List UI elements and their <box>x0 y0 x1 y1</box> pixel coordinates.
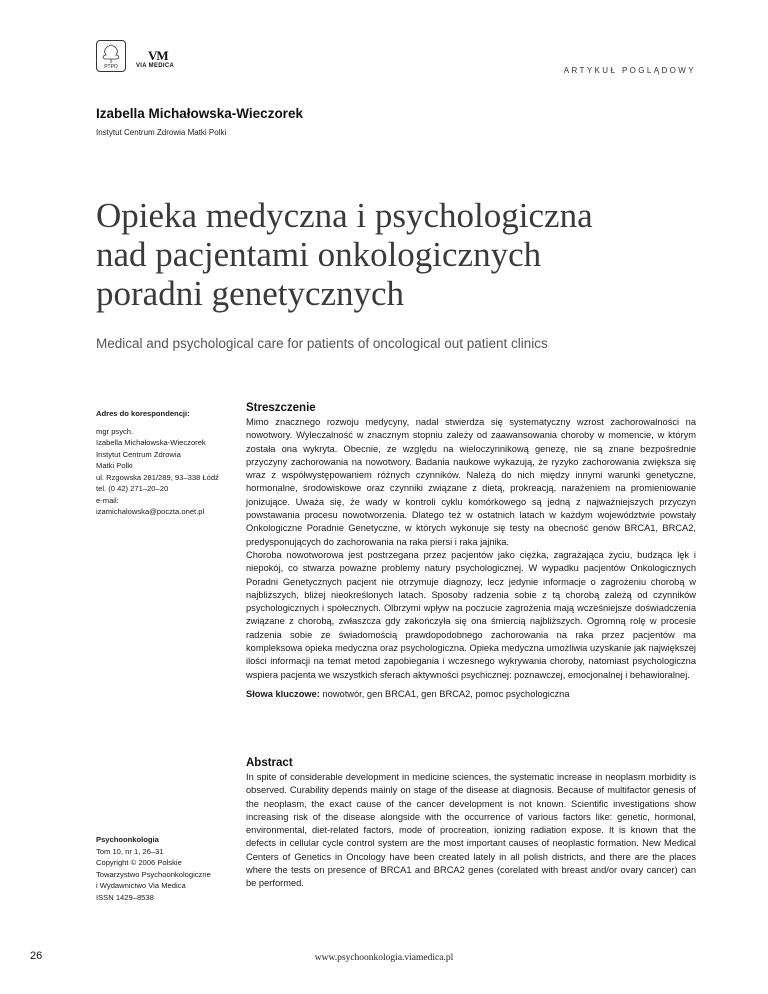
via-medica-mark: VM <box>148 48 168 63</box>
correspondence-email: izamichalowska@poczta.onet.pl <box>96 507 205 516</box>
correspondence-line: e-mail: <box>96 495 119 505</box>
journal-info <box>96 834 236 903</box>
author-name: Izabella Michałowska-Wieczorek <box>96 106 303 121</box>
publisher-logos <box>96 40 206 76</box>
journal-line: Copyright © 2006 Polskie <box>96 858 182 867</box>
correspondence-line: tel. (0 42) 271–20–20 <box>96 484 169 493</box>
article-title <box>96 196 696 313</box>
abstract-section <box>246 757 696 891</box>
streszczenie-paragraph: Choroba nowotworowa jest postrzegana przez pacjentów jako ciężka, zagrażająca życiu, budząca lęk i niepokój, co stwarza poważne problemy natury psychologicznej. W wypadku pacjentów Onkologicznych Poradni Genetycznych pacjent nie otrzymuje diagnozy, lecz jedynie informacje o zagrożeniu chorobą w najbliższych, bliżej nieokreślonych latach. Sposoby radzenia sobie z tą chorobą zależą od czynników psychologicznych i społecznych. Olbrzymi wpływ na poczucie zagrożenia mają wcześniejsze doświadczenia związane z chorobą, zwłaszcza gdy zakończyła się ona śmiercią najbliższych. Ogromną rolę w procesie radzenia sobie ze świadomością prawdopodobnego zachorowania na raka przez pacjentów ma kompleksowa opieka medyczna oraz psychologiczna. Opieka medyczna umożliwia uzyskanie jak największej ilości informacji na temat metod zapobiegania i wczesnego wykrywania choroby, natomiast psychologiczna wspiera pacjenta we wszystkich sferach aktywności psychicznej: poznawczej, emocjonalnej i behawioralnej. <box>246 549 696 680</box>
article-type-label: ARTYKUŁ POGLĄDOWY <box>563 66 696 75</box>
correspondence-line: Izabella Michałowska-Wieczorek <box>96 438 206 447</box>
journal-line: Tom 10, nr 1, 26–31 <box>96 846 164 856</box>
title-line: poradni genetycznych <box>96 274 405 313</box>
page-number: 26 <box>30 950 43 962</box>
journal-issn: ISSN 1429–8538 <box>96 892 154 902</box>
keywords-label: Słowa kluczowe: <box>246 688 320 699</box>
ptpo-logo <box>96 40 126 72</box>
correspondence-line: ul. Rzgowska 281/289, 93–338 Łódź <box>96 472 219 482</box>
title-line: Opieka medyczna i psychologiczna <box>96 196 593 235</box>
via-medica-text: VIA MEDICA <box>136 63 175 69</box>
streszczenie-heading: Streszczenie <box>246 402 316 414</box>
author-affiliation: Instytut Centrum Zdrowia Matki Polki <box>96 128 227 137</box>
correspondence-heading: Adres do korespondencji: <box>96 409 190 418</box>
correspondence-line: mgr psych. <box>96 426 134 436</box>
journal-line: Towarzystwo Psychoonkologiczne <box>96 869 211 879</box>
correspondence-line: Matki Polki <box>96 461 133 470</box>
correspondence-line: Instytut Centrum Zdrowia <box>96 449 181 459</box>
streszczenie-paragraph: Mimo znacznego rozwoju medycyny, nadal stwierdza się systematyczny wzrost zachorowalności na nowotwory. Wyleczalność w znacznym stopniu zależy od zaawansowania choroby w momencie, w którym została ona wykryta. Obecnie, ze względu na wieloczynnikową genezę, nie są znane bezpośrednie przyczyny zachorowania na nowotwory. Badania naukowe wykazują, że ryzyko zachorowania zwiększa się wraz z współwystępowaniem różnych czynników. Należą do nich między innymi warunki genetyczne, hormonalne, środowiskowe oraz czynniki związane z dietą, prokreacją, narażeniem na promieniowanie jonizujące. Uważa się, że wady w kontroli cyklu komórkowego są jedną z najważniejszych przyczyn powstawania procesu nowotworzenia. Dlatego też w ostatnich latach w każdym województwie powstały Onkologiczne Poradnie Genetyczne, w których wykonuje się testy na obecność genów BRCA1, BRCA2, predysponujących do zachorowania na raka piersi i raka jajnika. <box>246 417 696 547</box>
streszczenie-section <box>246 402 696 701</box>
title-line: nad pacjentami onkologicznych <box>96 235 542 274</box>
via-medica-logo <box>136 48 182 72</box>
journal-url[interactable]: www.psychoonkologia.viamedica.pl <box>314 953 454 963</box>
correspondence-block <box>96 408 236 518</box>
keywords-list: nowotwór, gen BRCA1, gen BRCA2, pomoc psychologiczna <box>322 688 570 699</box>
abstract-paragraph: In spite of considerable development in medicine sciences, the systematic increase in neoplasm morbidity is observed. Curability depends mainly on stage of the disease at diagnosis. Because of multifactor genesis of the neoplasm, the exact cause of the cancer development is not known. Scientific investigations show increasing risk of the disease alongside with the occurrence of various factors like: genetic, hormonal, environmental, diet-related factors, mode of procreation, ionizing radiation expose. It is known that the defects in cellular cycle control system are the most important causes of neoplastic formation. New Medical Centers of Genetics in Oncology have been created lately in all polish districts, and there are the places where the tests on presence of BRCA1 and BRCA2 genes (corelated with breast and/or ovary cancer) can be performed. <box>246 772 696 889</box>
article-subtitle: Medical and psychological care for patients of oncological out patient clinics <box>96 336 548 351</box>
journal-name: Psychoonkologia <box>96 835 159 844</box>
journal-line: i Wydawnictwo Via Medica <box>96 881 186 890</box>
ptpo-logo-text: PTPO <box>104 64 118 70</box>
keywords <box>246 688 696 701</box>
abstract-heading: Abstract <box>246 757 293 769</box>
